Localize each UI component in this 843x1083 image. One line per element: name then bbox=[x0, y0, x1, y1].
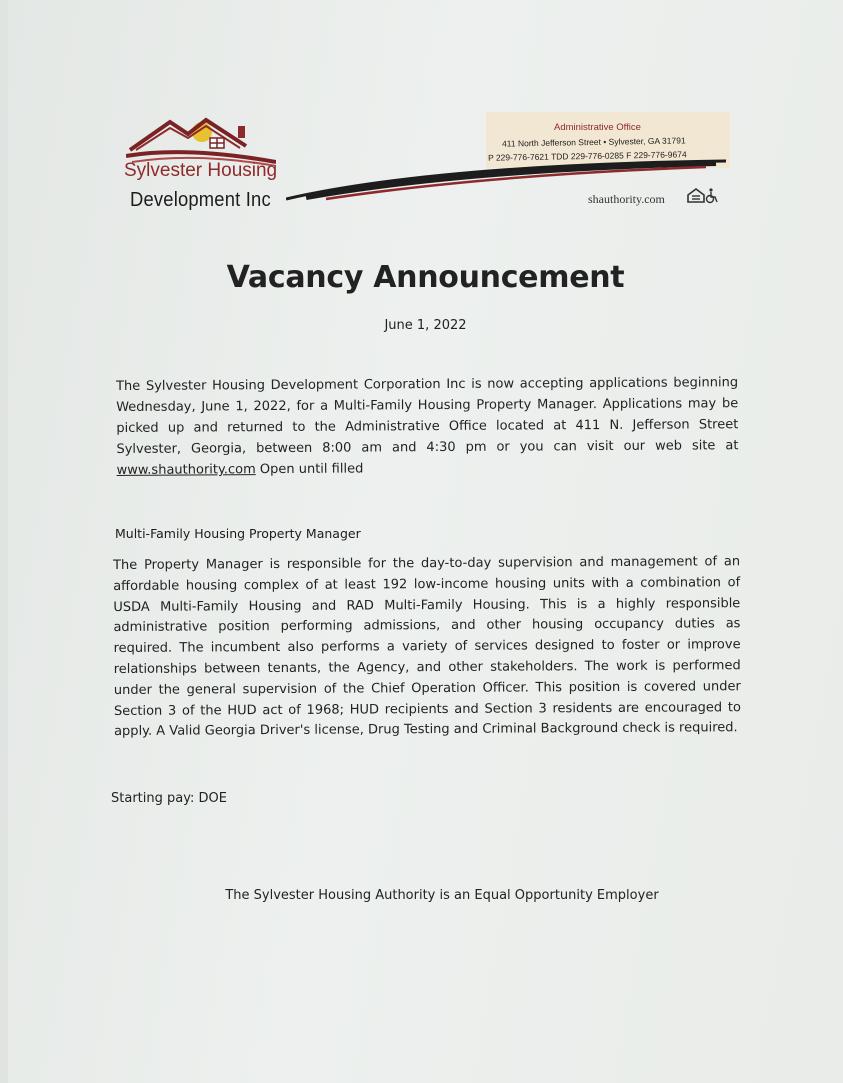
position-description: The Property Manager is responsible for the day-to-day supervision and management of an affordable housing complex of at least 192 low-income housing units with a combination of USDA Multi-Family Housing and RAD Multi-Family Housing. This is a highly responsible administrative position performing admissions, and other housing occupancy duties as required. The incumbent also performs a variety of services designed to foster or improve relationships between tenants, the Agency, and other stakeholders. The work is performed under the general supervision of the Chief Operation Officer. This position is covered under Section 3 of the HUD act of 1968; HUD recipients and Section 3 residents are encouraged to apply. A Valid Georgia Driver's license, Drug Testing and Criminal Background check is required. bbox=[113, 554, 741, 740]
equal-housing-accessibility-icon bbox=[686, 187, 720, 205]
intro-paragraph bbox=[116, 372, 739, 481]
equal-opportunity-statement: The Sylvester Housing Authority is an Equal Opportunity Employer bbox=[225, 888, 659, 903]
header-website: shauthority.com bbox=[588, 192, 665, 206]
office-title: Administrative Office bbox=[554, 122, 641, 133]
office-address: 411 North Jefferson Street • Sylvester, GA 31791 bbox=[501, 135, 686, 149]
document-page bbox=[8, 0, 843, 1083]
header-swoosh-divider bbox=[286, 155, 736, 205]
position-heading: Multi-Family Housing Property Manager bbox=[115, 526, 361, 541]
logo-name-line1: Sylvester Housing bbox=[124, 160, 278, 181]
intro-tail: Open until filled bbox=[255, 461, 364, 478]
announcement-date: June 1, 2022 bbox=[384, 318, 467, 333]
logo-name-line2: Development Inc bbox=[130, 189, 271, 211]
intro-text: The Sylvester Housing Development Corporation Inc is now accepting applications beginning Wednesday, June 1, 2022, for a Multi-Family Housing Property Manager. Applications may be picked up and returned to the Administrative Office located at 411 N. Jefferson Street Sylvester, Georgia, between 8:00 am and 4:30 pm or you can visit our web site at bbox=[116, 375, 739, 457]
office-phones: P 229-776-7621 TDD 229-776-0285 F 229-776-9674 bbox=[487, 149, 687, 163]
house-roof-icon bbox=[126, 116, 276, 166]
starting-pay: Starting pay: DOE bbox=[111, 791, 227, 806]
website-link[interactable]: www.shauthority.com bbox=[116, 462, 256, 478]
page-title: Vacancy Announcement bbox=[226, 260, 625, 295]
organization-logo bbox=[120, 112, 300, 222]
